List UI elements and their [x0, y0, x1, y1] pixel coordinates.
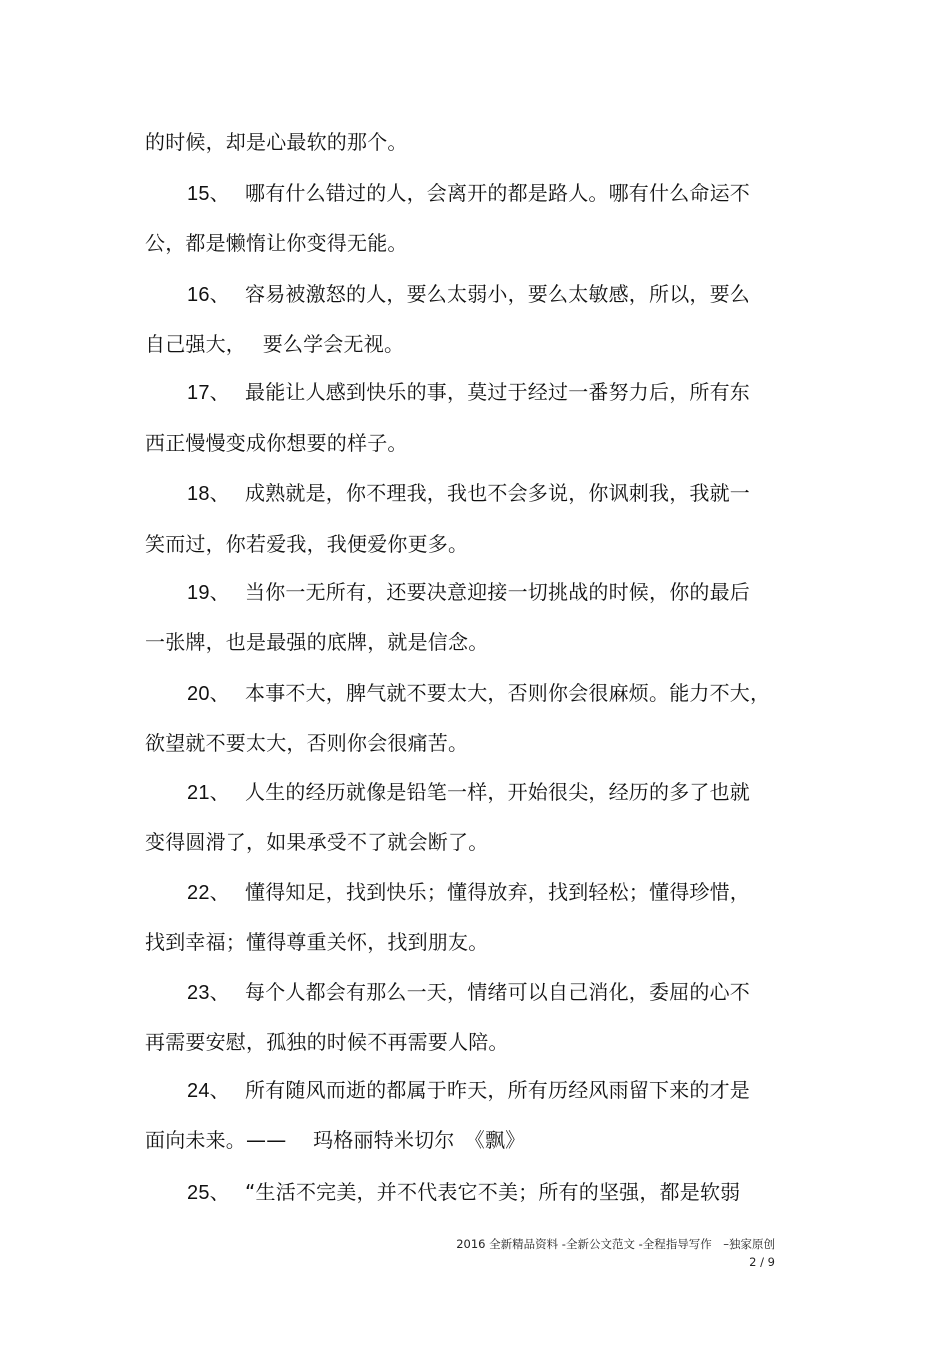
item-number: 19、 — [187, 582, 230, 604]
page-number: 2 / 9 — [749, 1255, 775, 1269]
item-22-line-1 — [187, 880, 750, 905]
item-text: 每个人都会有那么一天，情绪可以自己消化，委屈的心不 — [245, 980, 750, 1004]
footer-source-text: 2016 全新精品资料 -全新公文范文 -全程指导写作 –独家原创 — [456, 1237, 775, 1251]
item-18-line-2: 笑而过，你若爱我，我便爱你更多。 — [145, 532, 469, 556]
item-number: 21、 — [187, 782, 230, 804]
item-15-line-2: 公，都是懒惰让你变得无能。 — [145, 231, 408, 255]
item-text: 人生的经历就像是铅笔一样，开始很尖，经历的多了也就 — [245, 780, 750, 804]
item-20-line-1 — [187, 681, 770, 706]
item-25-line-1 — [187, 1180, 740, 1205]
item-19-line-1 — [187, 580, 750, 605]
item-23-line-1 — [187, 980, 750, 1005]
item-number: 25、 — [187, 1182, 230, 1204]
item-17-line-2: 西正慢慢变成你想要的样子。 — [145, 431, 408, 455]
item-24-line-2: 面向未来。—— 玛格丽特米切尔 《飘》 — [145, 1128, 526, 1152]
item-text: 成熟就是，你不理我，我也不会多说，你讽刺我，我就一 — [245, 481, 750, 505]
item-number: 16、 — [187, 284, 230, 306]
item-23-line-2: 再需要安慰，孤独的时候不再需要人陪。 — [145, 1030, 509, 1054]
item-18-line-1 — [187, 481, 750, 506]
item-text: 懂得知足，找到快乐；懂得放弃，找到轻松；懂得珍惜， — [245, 880, 750, 904]
item-text: 容易被激怒的人，要么太弱小，要么太敏感，所以，要么 — [245, 282, 750, 306]
item-20-line-2: 欲望就不要太大，否则你会很痛苦。 — [145, 731, 469, 755]
paragraph-continuation: 的时候，却是心最软的那个。 — [145, 130, 408, 154]
item-number: 15、 — [187, 183, 230, 205]
item-19-line-2: 一张牌，也是最强的底牌，就是信念。 — [145, 630, 489, 654]
item-text: 本事不大，脾气就不要太大，否则你会很麻烦。能力不大， — [245, 681, 771, 705]
item-21-line-2: 变得圆滑了，如果承受不了就会断了。 — [145, 830, 489, 854]
item-text: “生活不完美，并不代表它不美；所有的坚强，都是软弱 — [245, 1180, 741, 1204]
item-number: 17、 — [187, 382, 230, 404]
item-number: 20、 — [187, 683, 230, 705]
item-15-line-1 — [187, 181, 750, 206]
item-text: 最能让人感到快乐的事，莫过于经过一番努力后，所有东 — [245, 380, 750, 404]
item-number: 18、 — [187, 483, 230, 505]
item-text: 当你一无所有，还要决意迎接一切挑战的时候，你的最后 — [245, 580, 750, 604]
item-16-line-1 — [187, 282, 750, 307]
item-number: 22、 — [187, 882, 230, 904]
item-number: 24、 — [187, 1080, 230, 1102]
item-text: 所有随风而逝的都属于昨天，所有历经风雨留下来的才是 — [245, 1078, 750, 1102]
item-text: 哪有什么错过的人，会离开的都是路人。哪有什么命运不 — [245, 181, 750, 205]
item-21-line-1 — [187, 780, 750, 805]
item-17-line-1 — [187, 380, 750, 405]
item-number: 23、 — [187, 982, 230, 1004]
item-24-line-1 — [187, 1078, 750, 1103]
item-22-line-2: 找到幸福；懂得尊重关怀，找到朋友。 — [145, 930, 489, 954]
item-16-line-2: 自己强大， 要么学会无视。 — [145, 332, 405, 356]
